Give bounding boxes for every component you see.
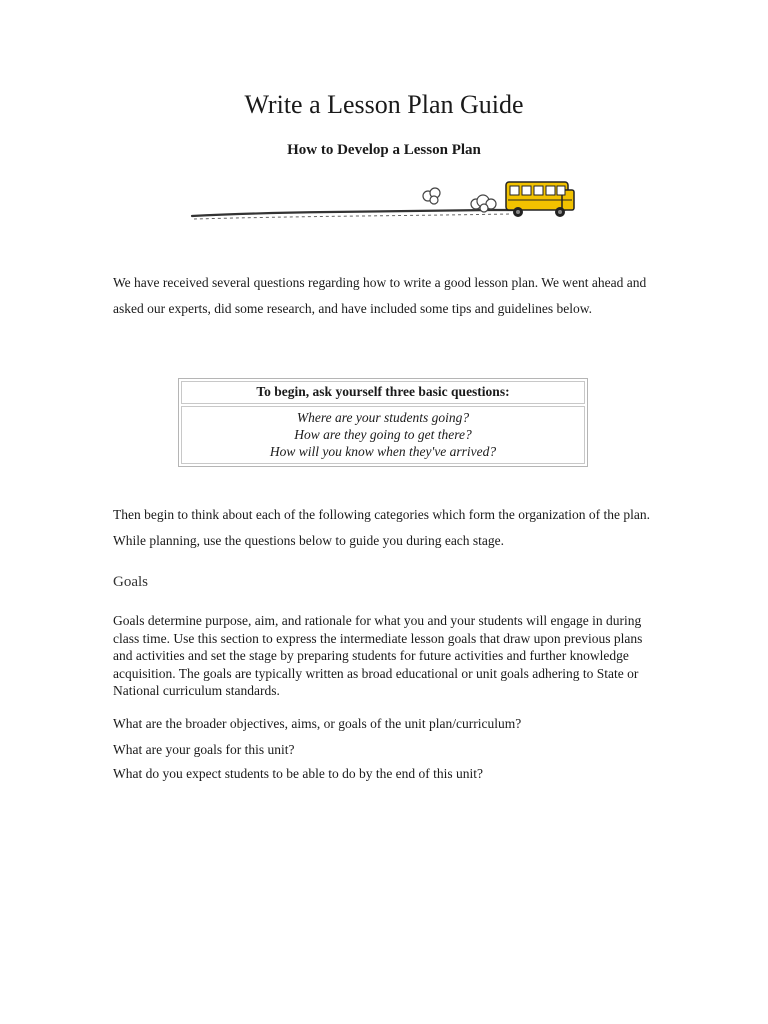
school-bus-icon (190, 176, 580, 222)
categories-paragraph: Then begin to think about each of the following categories which form the organization of the plan. While planning, use the questions below to guide you during each stage. (113, 507, 650, 548)
basic-question: Where are your students going? (296, 410, 470, 425)
intro-paragraph: We have received several questions regarding how to write a good lesson plan. We went ahead and asked our experts, did some research, and have included some tips and guidelines below. (113, 275, 647, 316)
goals-description: Goals determine purpose, aim, and rationale for what you and your students will engage in during class time. Use this section to express the intermediate lesson goals that draw upon previous plans and activities and set the stage by preparing students for future activities and further knowledge acquisition. The goals are typically written as broad educational or unit goals adhering to State or National curriculum standards. (113, 613, 643, 698)
basic-questions-box (178, 378, 588, 467)
goal-question: What do you expect students to be able to do by the end of this unit? (113, 766, 484, 781)
goal-question: What are your goals for this unit? (113, 742, 295, 757)
basic-questions-list (181, 406, 585, 464)
basic-questions-heading: To begin, ask yourself three basic questions: (181, 381, 585, 404)
page-title: Write a Lesson Plan Guide (244, 90, 524, 119)
page-subtitle: How to Develop a Lesson Plan (287, 142, 481, 158)
goal-question: What are the broader objectives, aims, or goals of the unit plan/curriculum? (113, 716, 522, 731)
goals-heading: Goals (113, 574, 148, 590)
basic-question: How are they going to get there? (294, 427, 472, 442)
basic-question: How will you know when they've arrived? (269, 444, 497, 459)
